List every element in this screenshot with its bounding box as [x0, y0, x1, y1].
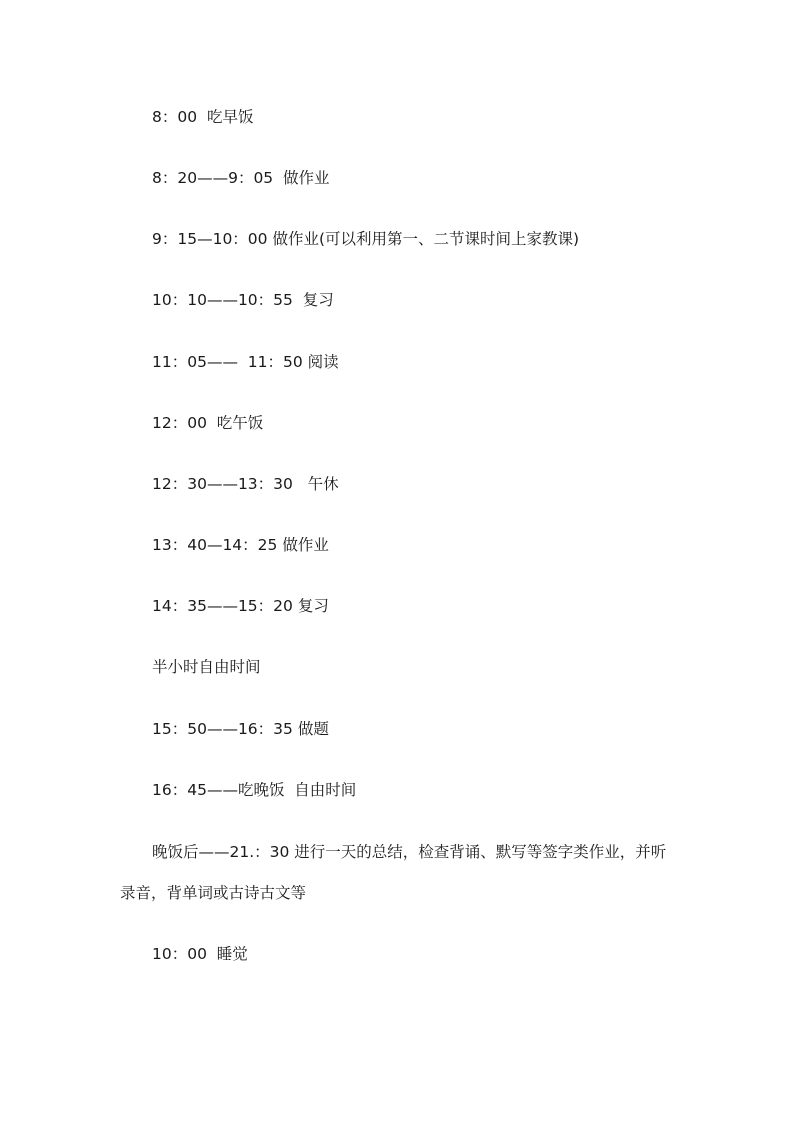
schedule-line-free-time: 半小时自由时间: [152, 658, 261, 676]
schedule-line-exercises: 15：50——16：35 做题: [152, 720, 329, 738]
schedule-line-review-1: 10：10——10：55 复习: [152, 291, 334, 309]
schedule-line-nap: 12：30——13：30 午休: [152, 475, 339, 493]
schedule-line-lunch: 12：00 吃午饭: [152, 414, 264, 432]
schedule-line-sleep: 10：00 睡觉: [152, 945, 248, 963]
schedule-line-evening-1: 晚饭后——21.：30 进行一天的总结，检查背诵、默写等签字类作业，并听: [152, 843, 667, 861]
schedule-line-dinner: 16：45——吃晚饭 自由时间: [152, 781, 357, 799]
schedule-line-evening-2: 录音，背单词或古诗古文等: [120, 884, 307, 902]
schedule-line-reading: 11：05—— 11：50 阅读: [152, 353, 339, 371]
schedule-line-homework-1: 8：20——9：05 做作业: [152, 169, 330, 187]
schedule-line-review-2: 14：35——15：20 复习: [152, 597, 329, 615]
schedule-line-breakfast: 8：00 吃早饭: [152, 108, 254, 126]
schedule-line-homework-3: 13：40—14：25 做作业: [152, 536, 329, 554]
schedule-line-homework-2: 9：15—10：00 做作业(可以利用第一、二节课时间上家教课): [152, 230, 580, 248]
